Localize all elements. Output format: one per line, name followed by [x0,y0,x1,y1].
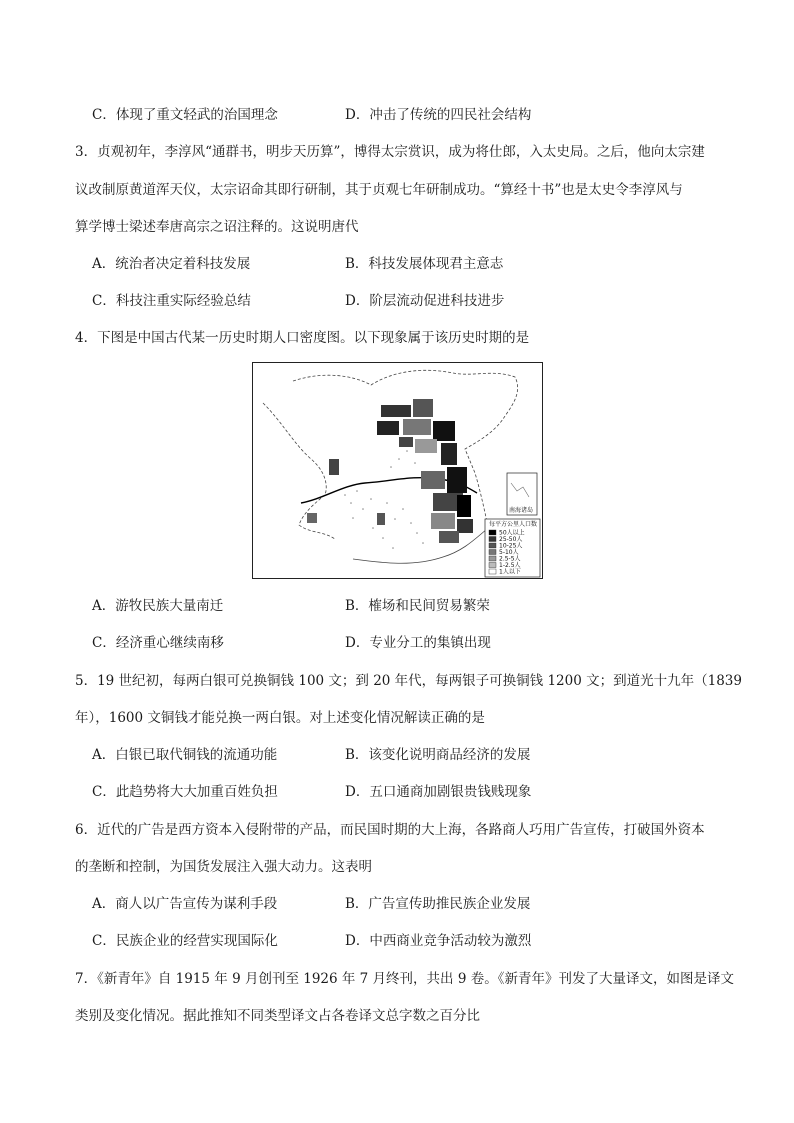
q3-option-d: D．阶层流动促进科技进步 [345,293,505,309]
legend-label: 50人以上 [499,529,525,537]
q5-option-a: A．白银已取代铜钱的流通功能 [92,747,278,763]
legend-label: 1-2.5人 [499,562,521,570]
q3-option-c: C．科技注重实际经验总结 [92,293,251,309]
q6-option-b: B．广告宣传助推民族企业发展 [345,896,531,912]
legend-swatch [489,543,496,548]
q7-stem-line-2: 类别及变化情况。据此推知不同类型译文占各卷译文总字数之百分比 [75,1008,480,1024]
legend-label: 1人以下 [499,568,521,576]
west-patch-1 [329,459,339,475]
legend-swatch [489,537,496,542]
legend-label: 5-10人 [499,549,519,557]
q6-stem-line-1: 6．近代的广告是西方资本入侵附带的产品，而民国时期的大上海，各路商人巧用广告宣传，打破国外资本 [75,822,705,838]
q6-option-c: C．民族企业的经营实现国际化 [92,933,278,949]
legend-label: 2.5-5人 [499,555,521,563]
south-sea-inset [507,473,537,515]
legend-title: 每平方公里人口数 [489,521,538,528]
dense-southeast-region [421,467,473,543]
q7-stem-line-1: 7．《新青年》自 1915 年 9 月创刊至 1926 年 7 月终刊，共出 9 卷。《新青年》刊发了大量译文，如图是译文 [75,971,734,987]
legend-swatch [489,569,496,574]
dense-north-region [377,399,457,465]
west-patch-3 [377,513,385,525]
q5-stem-line-1: 5．19 世纪初，每两白银可兑换铜钱 100 文；到 20 年代，每两银子可换铜钱 1200 文；到道光十九年（1839 [75,673,742,689]
legend-swatch [489,556,496,561]
q5-stem-line-2: 年），1600 文铜钱才能兑换一两白银。对上述变化情况解读正确的是 [75,710,485,726]
q6-option-a: A．商人以广告宣传为谋利手段 [92,896,278,912]
south-coast [353,529,487,563]
map-svg [253,363,542,578]
q4-stem: 4．下图是中国古代某一历史时期人口密度图。以下现象属于该历史时期的是 [75,330,530,346]
q4-option-c: C．经济重心继续南移 [92,635,224,651]
legend-swatch [489,563,496,568]
q6-stem-line-2: 的垄断和控制，为国货发展注入强大动力。这表明 [75,859,372,875]
legend-swatch [489,550,496,555]
q3-option-b: B．科技发展体现君主意志 [345,256,504,272]
inset-label: 南海诸岛 [509,507,534,514]
q4-option-a: A．游牧民族大量南迁 [92,598,224,614]
q4-option-d: D．专业分工的集镇出现 [345,635,491,651]
q5-option-d: D．五口通商加剧银贵钱贱现象 [345,784,532,800]
western-border [263,403,335,539]
west-patch-2 [307,513,317,523]
legend-swatch [489,530,496,535]
population-density-map [252,362,543,579]
q3-option-a: A．统治者决定着科技发展 [92,256,251,272]
legend-label: 25-50人 [499,536,523,544]
legend-label: 10-25人 [499,542,523,550]
q4-option-b: B．榷场和民间贸易繁荣 [345,598,490,614]
q3-stem-line-1: 3．贞观初年，李淳风“通群书，明步天历算”，博得太宗赏识，成为将仕郎，入太史局。之后，他向太宗建 [75,144,705,160]
q2-option-d: D．冲击了传统的四民社会结构 [345,107,532,123]
q5-option-b: B．该变化说明商品经济的发展 [345,747,531,763]
q2-option-c: C．体现了重文轻武的治国理念 [92,107,278,123]
map-legend [485,519,540,577]
q3-stem-line-2: 议改制原黄道浑天仪，太宗诏命其即行研制，其于贞观七年研制成功。“算经十书”也是太史令李淳风与 [75,182,683,198]
northern-border [293,370,518,531]
q5-option-c: C．此趋势将大大加重百姓负担 [92,784,278,800]
q6-option-d: D．中西商业竞争活动较为激烈 [345,933,532,949]
q3-stem-line-3: 算学博士梁述奉唐高宗之诏注释的。这说明唐代 [75,219,359,235]
